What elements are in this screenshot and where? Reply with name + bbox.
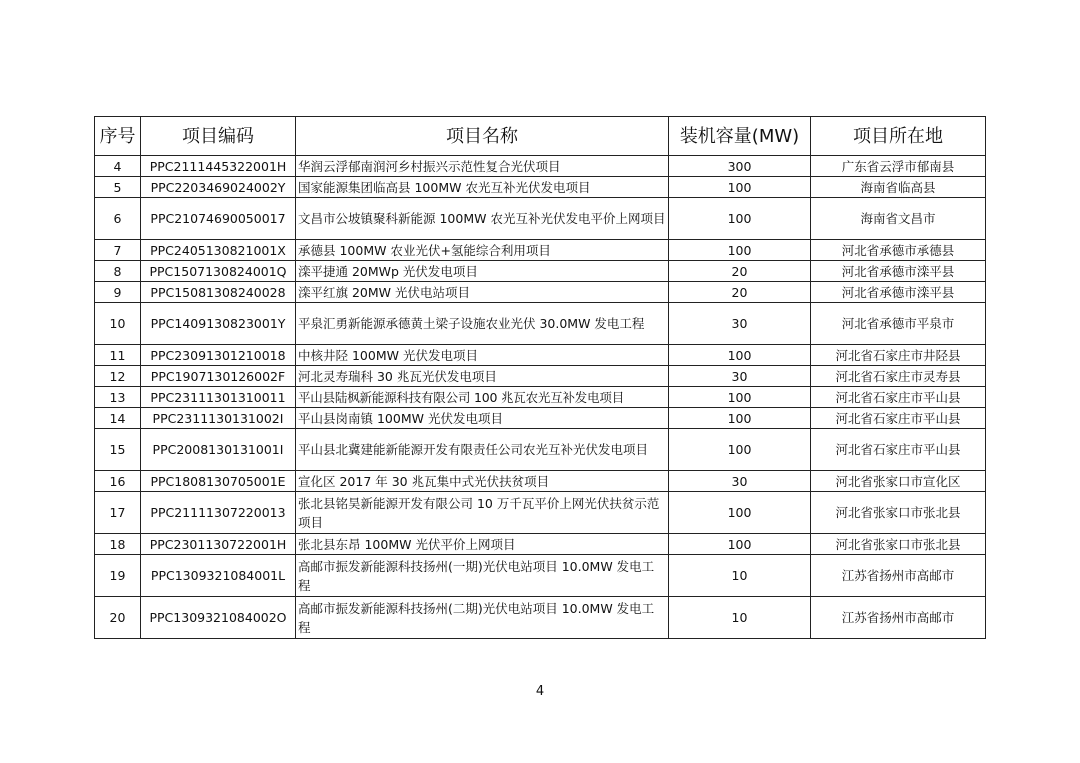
table-body [95, 156, 986, 639]
cell-capacity: 100 [669, 177, 811, 198]
table-row [95, 282, 986, 303]
cell-seq: 8 [95, 261, 141, 282]
cell-name: 华润云浮郁南润河乡村振兴示范性复合光伏项目 [296, 156, 669, 177]
cell-seq: 20 [95, 597, 141, 639]
cell-name: 国家能源集团临高县 100MW 农光互补光伏发电项目 [296, 177, 669, 198]
cell-capacity: 20 [669, 261, 811, 282]
cell-code: PPC2311130131002I [141, 408, 296, 429]
cell-code: PPC2405130821001X [141, 240, 296, 261]
cell-capacity: 100 [669, 198, 811, 240]
cell-name: 河北灵寿瑞科 30 兆瓦光伏发电项目 [296, 366, 669, 387]
table-row [95, 387, 986, 408]
table-header-row [95, 117, 986, 156]
cell-location: 江苏省扬州市高邮市 [811, 555, 986, 597]
table-row [95, 240, 986, 261]
cell-capacity: 10 [669, 597, 811, 639]
cell-seq: 16 [95, 471, 141, 492]
cell-name: 宣化区 2017 年 30 兆瓦集中式光伏扶贫项目 [296, 471, 669, 492]
table-row [95, 156, 986, 177]
cell-capacity: 300 [669, 156, 811, 177]
cell-capacity: 100 [669, 387, 811, 408]
cell-name: 平山县岗南镇 100MW 光伏发电项目 [296, 408, 669, 429]
cell-seq: 14 [95, 408, 141, 429]
cell-location: 河北省石家庄市灵寿县 [811, 366, 986, 387]
table-row [95, 177, 986, 198]
cell-seq: 15 [95, 429, 141, 471]
cell-location: 河北省承德市滦平县 [811, 282, 986, 303]
project-table [94, 116, 986, 639]
cell-seq: 5 [95, 177, 141, 198]
cell-location: 河北省石家庄市平山县 [811, 387, 986, 408]
table-row [95, 597, 986, 639]
cell-name: 平泉汇勇新能源承德黄土梁子设施农业光伏 30.0MW 发电工程 [296, 303, 669, 345]
table-row [95, 261, 986, 282]
cell-name: 平山县陆枫新能源科技有限公司 100 兆瓦农光互补发电项目 [296, 387, 669, 408]
table-row [95, 492, 986, 534]
cell-seq: 12 [95, 366, 141, 387]
cell-location: 海南省文昌市 [811, 198, 986, 240]
header-code: 项目编码 [141, 117, 296, 156]
cell-code: PPC1907130126002F [141, 366, 296, 387]
cell-seq: 9 [95, 282, 141, 303]
cell-capacity: 30 [669, 471, 811, 492]
cell-seq: 19 [95, 555, 141, 597]
cell-location: 河北省石家庄市井陉县 [811, 345, 986, 366]
cell-name: 张北县铭昊新能源开发有限公司 10 万千瓦平价上网光伏扶贫示范项目 [296, 492, 669, 534]
cell-seq: 4 [95, 156, 141, 177]
table-row [95, 303, 986, 345]
cell-code: PPC23091301210018 [141, 345, 296, 366]
cell-code: PPC15081308240028 [141, 282, 296, 303]
cell-capacity: 100 [669, 240, 811, 261]
header-location: 项目所在地 [811, 117, 986, 156]
header-name: 项目名称 [296, 117, 669, 156]
cell-location: 河北省张家口市张北县 [811, 492, 986, 534]
table-row [95, 366, 986, 387]
table-row [95, 429, 986, 471]
cell-location: 海南省临高县 [811, 177, 986, 198]
cell-capacity: 30 [669, 303, 811, 345]
cell-location: 河北省承德市承德县 [811, 240, 986, 261]
header-capacity: 装机容量(MW) [669, 117, 811, 156]
cell-name: 文昌市公坡镇聚科新能源 100MW 农光互补光伏发电平价上网项目 [296, 198, 669, 240]
cell-name: 滦平红旗 20MW 光伏电站项目 [296, 282, 669, 303]
cell-code: PPC21074690050017 [141, 198, 296, 240]
cell-location: 河北省张家口市宣化区 [811, 471, 986, 492]
table-row [95, 534, 986, 555]
cell-code: PPC23111301310011 [141, 387, 296, 408]
cell-location: 江苏省扬州市高邮市 [811, 597, 986, 639]
cell-location: 河北省张家口市张北县 [811, 534, 986, 555]
cell-seq: 17 [95, 492, 141, 534]
cell-code: PPC1309321084001L [141, 555, 296, 597]
cell-location: 河北省石家庄市平山县 [811, 408, 986, 429]
cell-location: 河北省承德市滦平县 [811, 261, 986, 282]
cell-capacity: 30 [669, 366, 811, 387]
cell-code: PPC2203469024002Y [141, 177, 296, 198]
table-row [95, 408, 986, 429]
table-row [95, 555, 986, 597]
table-row [95, 471, 986, 492]
cell-seq: 6 [95, 198, 141, 240]
cell-name: 高邮市振发新能源科技扬州(二期)光伏电站项目 10.0MW 发电工程 [296, 597, 669, 639]
cell-seq: 11 [95, 345, 141, 366]
page-number: 4 [535, 684, 545, 699]
cell-code: PPC1309321084002O [141, 597, 296, 639]
cell-code: PPC2301130722001H [141, 534, 296, 555]
cell-capacity: 100 [669, 429, 811, 471]
cell-seq: 13 [95, 387, 141, 408]
cell-code: PPC21111307220013 [141, 492, 296, 534]
cell-code: PPC2008130131001I [141, 429, 296, 471]
cell-capacity: 10 [669, 555, 811, 597]
table-row [95, 345, 986, 366]
cell-capacity: 100 [669, 408, 811, 429]
cell-name: 高邮市振发新能源科技扬州(一期)光伏电站项目 10.0MW 发电工程 [296, 555, 669, 597]
cell-capacity: 20 [669, 282, 811, 303]
cell-name: 中核井陉 100MW 光伏发电项目 [296, 345, 669, 366]
cell-capacity: 100 [669, 534, 811, 555]
cell-name: 承德县 100MW 农业光伏+氢能综合利用项目 [296, 240, 669, 261]
cell-code: PPC1409130823001Y [141, 303, 296, 345]
cell-code: PPC1808130705001E [141, 471, 296, 492]
cell-seq: 7 [95, 240, 141, 261]
table-row [95, 198, 986, 240]
cell-code: PPC1507130824001Q [141, 261, 296, 282]
cell-capacity: 100 [669, 492, 811, 534]
cell-location: 河北省石家庄市平山县 [811, 429, 986, 471]
header-seq: 序号 [95, 117, 141, 156]
cell-name: 滦平捷通 20MWp 光伏发电项目 [296, 261, 669, 282]
cell-code: PPC2111445322001H [141, 156, 296, 177]
cell-name: 张北县东昂 100MW 光伏平价上网项目 [296, 534, 669, 555]
cell-seq: 10 [95, 303, 141, 345]
cell-location: 广东省云浮市郁南县 [811, 156, 986, 177]
cell-location: 河北省承德市平泉市 [811, 303, 986, 345]
cell-seq: 18 [95, 534, 141, 555]
cell-capacity: 100 [669, 345, 811, 366]
cell-name: 平山县北冀建能新能源开发有限责任公司农光互补光伏发电项目 [296, 429, 669, 471]
